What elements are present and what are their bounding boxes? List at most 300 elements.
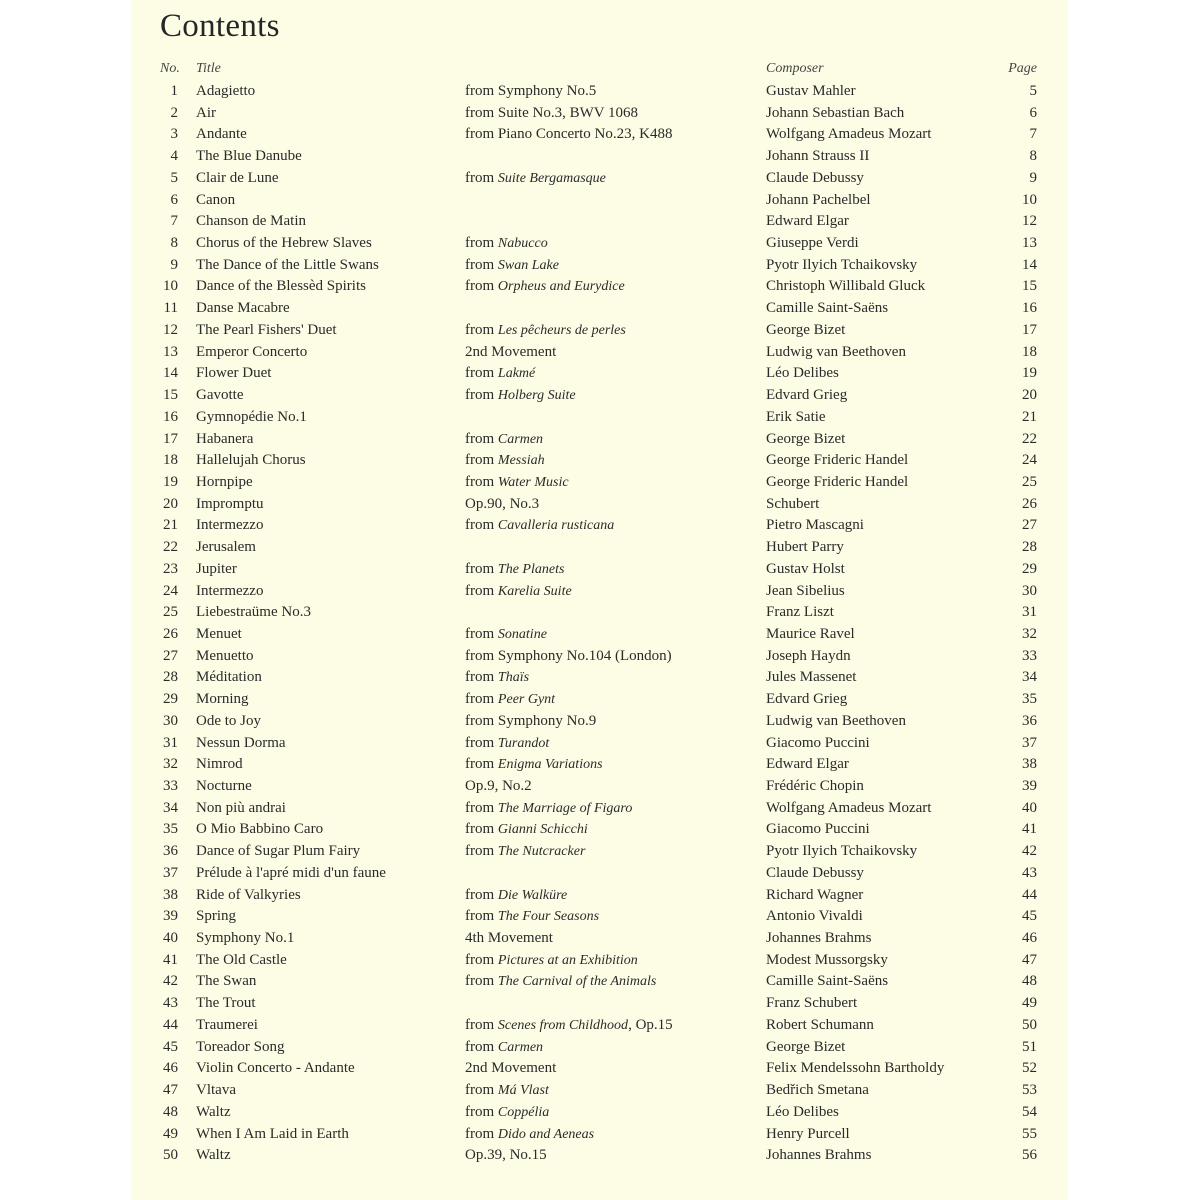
entry-source	[465, 385, 576, 407]
entry-source-prefix: from	[465, 387, 498, 404]
entry-number: 2	[170, 104, 178, 121]
entry-number: 26	[163, 625, 178, 642]
entry-title: Menuet	[196, 625, 242, 642]
entry-source	[465, 971, 656, 993]
entry-title: Hallelujah Chorus	[196, 452, 306, 469]
list-item	[131, 950, 1068, 972]
entry-source	[465, 1058, 556, 1080]
list-item	[131, 515, 1068, 537]
entry-page: 48	[1022, 973, 1037, 990]
entry-source	[465, 168, 606, 190]
entry-source-prefix: from	[465, 908, 498, 925]
entry-title: Violin Concerto - Andante	[196, 1060, 355, 1077]
entry-source-prefix: from	[465, 582, 498, 599]
entry-source-work: Peer Gynt	[497, 692, 556, 708]
entry-source	[465, 667, 529, 689]
entry-page: 41	[1022, 821, 1037, 838]
list-item	[131, 733, 1068, 755]
entry-title: Non più andrai	[196, 799, 286, 816]
entry-title: Nimrod	[196, 756, 243, 773]
entry-composer: Hubert Parry	[766, 539, 844, 556]
entry-number: 34	[163, 799, 178, 816]
entry-source	[465, 494, 539, 516]
entry-source-work: The Marriage of Figaro	[497, 800, 633, 816]
entry-title: Clair de Lune	[196, 169, 279, 186]
entry-composer: Pyotr Ilyich Tchaikovsky	[766, 256, 918, 273]
entry-composer: Johann Sebastian Bach	[766, 104, 905, 121]
entry-source	[465, 1015, 673, 1037]
entry-composer: George Bizet	[766, 321, 846, 338]
entry-page: 31	[1022, 604, 1037, 621]
list-item	[131, 646, 1068, 668]
entry-source	[465, 1037, 543, 1059]
entry-number: 44	[163, 1016, 178, 1033]
entry-title: Emperor Concerto	[196, 343, 308, 360]
entry-number: 50	[163, 1147, 178, 1164]
entry-source	[465, 450, 545, 472]
entry-page: 50	[1022, 1016, 1037, 1033]
entry-title: Symphony No.1	[196, 930, 295, 947]
entry-number: 43	[163, 995, 178, 1012]
entry-source-prefix: from	[465, 169, 498, 186]
entry-source-prefix: from	[465, 756, 498, 773]
entry-source	[465, 124, 672, 146]
entry-title: O Mio Babbino Caro	[196, 821, 324, 838]
entry-page: 42	[1022, 843, 1037, 860]
entry-source-work: Má Vlast	[497, 1083, 549, 1099]
entry-source-work: Thaïs	[497, 670, 530, 686]
entry-title: Hornpipe	[196, 473, 253, 490]
entry-title: The Dance of the Little Swans	[196, 256, 379, 273]
entry-source	[465, 754, 603, 776]
entry-number: 22	[163, 539, 178, 556]
entry-page: 55	[1022, 1125, 1037, 1142]
entry-composer: Modest Mussorgsky	[766, 951, 888, 968]
entry-composer: Robert Schumann	[766, 1016, 874, 1033]
entry-source	[465, 1080, 549, 1102]
entry-source-prefix: from	[465, 886, 498, 903]
entry-number: 23	[163, 560, 178, 577]
list-item	[131, 776, 1068, 798]
entry-number: 24	[163, 582, 178, 599]
entry-composer: Léo Delibes	[766, 365, 839, 382]
entry-number: 42	[163, 973, 178, 990]
entry-source-work: Les pêcheurs de perles	[497, 322, 626, 338]
entry-number: 9	[170, 256, 178, 273]
entry-title: Ode to Joy	[196, 712, 261, 729]
entry-page: 10	[1022, 191, 1037, 208]
entry-number: 1	[170, 83, 178, 99]
entry-source-work: Swan Lake	[497, 257, 559, 273]
entry-source-work: Lakmé	[497, 366, 536, 382]
entry-source-prefix: from	[465, 256, 498, 273]
entry-composer: Antonio Vivaldi	[766, 908, 863, 925]
entry-page: 35	[1022, 691, 1037, 708]
list-item	[131, 1058, 1068, 1080]
entry-source	[465, 103, 638, 125]
entry-number: 25	[163, 604, 178, 621]
entry-title: Impromptu	[196, 495, 264, 512]
entry-number: 18	[163, 452, 178, 469]
entry-source	[465, 581, 572, 603]
list-item	[131, 971, 1068, 993]
entry-source	[465, 276, 625, 298]
entry-title: Jupiter	[196, 560, 237, 577]
entry-source-work: Carmen	[497, 1039, 544, 1055]
list-item	[131, 581, 1068, 603]
entry-source	[465, 472, 569, 494]
entry-source	[465, 646, 672, 668]
entry-title: Jerusalem	[196, 539, 256, 556]
entry-source-prefix: from	[465, 365, 498, 382]
list-item	[131, 1015, 1068, 1037]
entry-source-prefix: from	[465, 235, 498, 252]
entry-source-prefix: from	[465, 951, 498, 968]
entry-title: Traumerei	[196, 1016, 258, 1033]
contents-page	[131, 0, 1068, 1200]
entry-number: 30	[163, 712, 178, 729]
entry-composer: Johann Strauss II	[766, 148, 870, 165]
entry-title: Prélude à l'apré midi d'un faune	[196, 864, 386, 881]
entry-source-prefix: from	[465, 821, 498, 838]
entry-title: Dance of the Blessèd Spirits	[196, 278, 366, 295]
entry-source	[465, 1102, 549, 1124]
entry-number: 13	[163, 343, 178, 360]
entry-source-work: Cavalleria rusticana	[497, 518, 615, 534]
entry-source	[465, 906, 599, 928]
entry-source-prefix: from	[465, 517, 498, 534]
entry-source-prefix: from	[465, 973, 498, 990]
entry-source	[465, 1124, 594, 1146]
entry-number: 46	[163, 1060, 178, 1077]
entry-source-work: Messiah	[497, 453, 545, 469]
list-item	[131, 211, 1068, 233]
entry-source-prefix: from	[465, 843, 498, 860]
entry-source-work: Coppélia	[497, 1104, 550, 1120]
entry-page: 8	[1029, 148, 1037, 165]
entry-number: 11	[163, 300, 178, 317]
entry-source	[465, 950, 638, 972]
list-item	[131, 689, 1068, 711]
entry-source	[465, 255, 559, 277]
list-item	[131, 124, 1068, 146]
entry-source	[465, 819, 588, 841]
entry-title: Méditation	[196, 669, 262, 686]
entry-composer: Edvard Grieg	[766, 691, 848, 708]
entry-page: 32	[1022, 625, 1037, 642]
entry-source	[465, 342, 556, 364]
entry-source-work: Turandot	[497, 735, 550, 751]
entry-title: Morning	[196, 691, 249, 708]
entry-page: 25	[1022, 473, 1037, 490]
entry-page: 14	[1022, 256, 1037, 273]
entry-source-work: The Nutcracker	[497, 844, 586, 860]
entry-number: 27	[163, 647, 178, 664]
entry-number: 40	[163, 930, 178, 947]
entry-title: Andante	[196, 126, 247, 143]
entry-number: 37	[163, 864, 178, 881]
entry-source-prefix: Op.9, No.2	[465, 778, 532, 794]
list-item	[131, 342, 1068, 364]
entry-source-prefix: 4th Movement	[465, 930, 553, 947]
entry-page: 54	[1022, 1103, 1037, 1120]
entry-composer: Gustav Mahler	[766, 83, 856, 99]
entry-page: 6	[1029, 104, 1037, 121]
entry-source-work: The Four Seasons	[497, 909, 600, 925]
entry-page: 46	[1022, 930, 1037, 947]
entry-page: 45	[1022, 908, 1037, 925]
entry-source	[465, 624, 547, 646]
entry-composer: Edvard Grieg	[766, 387, 848, 404]
entry-title: Spring	[196, 908, 237, 925]
entry-title: The Pearl Fishers' Duet	[196, 321, 337, 338]
entry-source-prefix: from	[465, 430, 498, 447]
entry-source-prefix: from Symphony No.5	[465, 83, 597, 99]
list-item	[131, 1037, 1068, 1059]
list-item	[131, 450, 1068, 472]
entry-source-prefix: from	[465, 560, 498, 577]
list-item	[131, 667, 1068, 689]
entry-composer: George Bizet	[766, 1038, 846, 1055]
entry-source-prefix: from	[465, 669, 498, 686]
entry-title: The Blue Danube	[196, 148, 302, 165]
entry-page: 37	[1022, 734, 1037, 751]
entry-title: Chorus of the Hebrew Slaves	[196, 235, 372, 252]
entry-composer: Camille Saint-Saëns	[766, 973, 889, 990]
page-title: Contents	[160, 8, 280, 44]
entry-number: 19	[163, 473, 178, 490]
entry-source-work: Die Walküre	[497, 887, 568, 903]
entry-title: Habanera	[196, 430, 254, 447]
entry-title: Waltz	[196, 1147, 231, 1164]
entry-page: 44	[1022, 886, 1037, 903]
entry-number: 31	[163, 734, 178, 751]
entry-source-prefix: from	[465, 1103, 498, 1120]
entry-composer: Erik Satie	[766, 408, 826, 425]
entry-source	[465, 841, 585, 863]
entry-source	[465, 559, 564, 581]
list-item	[131, 1124, 1068, 1146]
list-item	[131, 494, 1068, 516]
entry-source-work: Pictures at an Exhibition	[497, 952, 638, 968]
entry-composer: Claude Debussy	[766, 169, 864, 186]
entry-number: 20	[163, 495, 178, 512]
entry-page: 40	[1022, 799, 1037, 816]
entry-composer: Bedřich Smetana	[766, 1082, 869, 1099]
entry-source	[465, 711, 596, 733]
list-item	[131, 385, 1068, 407]
entry-page: 19	[1022, 365, 1037, 382]
entry-source-prefix: from Symphony No.104 (London)	[465, 647, 672, 664]
entry-page: 52	[1022, 1060, 1037, 1077]
entry-page: 39	[1022, 778, 1037, 794]
entry-composer: Joseph Haydn	[766, 647, 851, 664]
entry-number: 4	[170, 148, 178, 165]
entry-composer: Henry Purcell	[766, 1125, 850, 1142]
entry-number: 3	[170, 126, 178, 143]
header-composer: Composer	[766, 61, 824, 76]
entry-source-prefix: Op.39, No.15	[465, 1147, 547, 1164]
entry-source	[465, 798, 632, 820]
entry-composer: Pietro Mascagni	[766, 517, 864, 534]
entry-number: 41	[163, 951, 178, 968]
entry-title: The Trout	[196, 995, 256, 1012]
list-item	[131, 1145, 1068, 1167]
entry-title: Menuetto	[196, 647, 254, 664]
entry-composer: Edward Elgar	[766, 756, 849, 773]
entry-page: 20	[1022, 387, 1037, 404]
entry-composer: George Bizet	[766, 430, 846, 447]
entry-title: Waltz	[196, 1103, 231, 1120]
list-item	[131, 363, 1068, 385]
entry-source-prefix: from	[465, 799, 498, 816]
entry-page: 51	[1022, 1038, 1037, 1055]
entry-composer: George Frideric Handel	[766, 473, 909, 490]
entry-number: 17	[163, 430, 178, 447]
entry-source-work: The Planets	[497, 561, 565, 577]
list-item	[131, 168, 1068, 190]
entry-title: Ride of Valkyries	[196, 886, 301, 903]
entry-title: Gymnopédie No.1	[196, 408, 307, 425]
entry-source-prefix: from	[465, 1082, 498, 1099]
list-item	[131, 407, 1068, 429]
entry-source-prefix: from	[465, 1125, 498, 1142]
entry-source	[465, 81, 596, 103]
entry-composer: Frédéric Chopin	[766, 778, 864, 794]
list-item	[131, 537, 1068, 559]
list-item	[131, 103, 1068, 125]
entry-composer: Ludwig van Beethoven	[766, 343, 906, 360]
entry-page: 56	[1022, 1147, 1037, 1164]
entry-title: Intermezzo	[196, 517, 264, 534]
list-item	[131, 798, 1068, 820]
entry-source	[465, 233, 548, 255]
list-item	[131, 624, 1068, 646]
list-item	[131, 602, 1068, 624]
entry-composer: Pyotr Ilyich Tchaikovsky	[766, 843, 918, 860]
list-item	[131, 841, 1068, 863]
entry-title: Flower Duet	[196, 365, 272, 382]
entry-number: 5	[170, 169, 178, 186]
list-item	[131, 863, 1068, 885]
entry-page: 13	[1022, 235, 1037, 252]
list-item	[131, 906, 1068, 928]
entry-title: Nocturne	[196, 778, 252, 794]
entry-composer: Richard Wagner	[766, 886, 864, 903]
entry-source	[465, 928, 553, 950]
entry-source	[465, 320, 626, 342]
entry-page: 22	[1022, 430, 1037, 447]
entry-page: 49	[1022, 995, 1037, 1012]
entry-number: 21	[163, 517, 178, 534]
header-title: Title	[196, 61, 221, 76]
entry-source-work: Sonatine	[497, 626, 547, 642]
entry-composer: George Frideric Handel	[766, 452, 909, 469]
list-item	[131, 81, 1068, 103]
entry-source-suffix: , Op.15	[628, 1016, 673, 1033]
entry-number: 15	[163, 387, 178, 404]
entry-page: 12	[1022, 213, 1037, 230]
list-item	[131, 255, 1068, 277]
entry-number: 49	[163, 1125, 178, 1142]
entry-source-work: Scenes from Childhood	[497, 1017, 629, 1033]
entry-source-work: Nabucco	[497, 236, 548, 252]
entry-title: Intermezzo	[196, 582, 264, 599]
entry-composer: Claude Debussy	[766, 864, 864, 881]
entry-title: Air	[196, 104, 216, 121]
entry-page: 29	[1022, 560, 1037, 577]
entry-source-prefix: Op.90, No.3	[465, 495, 540, 512]
entry-page: 7	[1029, 126, 1037, 143]
entry-number: 32	[163, 756, 178, 773]
entry-page: 36	[1022, 712, 1037, 729]
entry-source-work: Enigma Variations	[497, 757, 603, 773]
entry-composer: Gustav Holst	[766, 560, 845, 577]
entry-page: 27	[1022, 517, 1037, 534]
entry-source-work: Carmen	[497, 431, 544, 447]
list-item	[131, 928, 1068, 950]
entry-page: 47	[1022, 951, 1037, 968]
entry-title: Liebestraüme No.3	[196, 604, 311, 621]
list-item	[131, 559, 1068, 581]
entry-number: 48	[163, 1103, 178, 1120]
entry-page: 9	[1029, 169, 1037, 186]
entry-composer: Schubert	[766, 495, 820, 512]
entry-number: 7	[170, 213, 178, 230]
entry-source	[465, 885, 567, 907]
entry-composer: Christoph Willibald Gluck	[766, 278, 926, 295]
entry-title: Toreador Song	[196, 1038, 285, 1055]
entry-source-prefix: from Symphony No.9	[465, 712, 597, 729]
list-item	[131, 1102, 1068, 1124]
entry-source-work: Gianni Schicchi	[497, 822, 588, 838]
entry-composer: Léo Delibes	[766, 1103, 839, 1120]
entry-composer: Edward Elgar	[766, 213, 849, 230]
entry-composer: Johannes Brahms	[766, 1147, 872, 1164]
entry-composer: Wolfgang Amadeus Mozart	[766, 126, 932, 143]
entry-source	[465, 733, 549, 755]
entry-number: 47	[163, 1082, 178, 1099]
entry-title: When I Am Laid in Earth	[196, 1125, 349, 1142]
entry-source-prefix: from Suite No.3, BWV 1068	[465, 104, 639, 121]
entry-number: 45	[163, 1038, 178, 1055]
entry-composer: Johann Pachelbel	[766, 191, 871, 208]
entry-page: 33	[1022, 647, 1037, 664]
entry-source-prefix: from	[465, 1038, 498, 1055]
entry-composer: Maurice Ravel	[766, 625, 855, 642]
entry-number: 16	[163, 408, 178, 425]
entry-composer: Franz Schubert	[766, 995, 858, 1012]
entry-title: Dance of Sugar Plum Fairy	[196, 843, 361, 860]
entry-page: 17	[1022, 321, 1037, 338]
list-item	[131, 1080, 1068, 1102]
list-item	[131, 472, 1068, 494]
entry-composer: Giacomo Puccini	[766, 734, 870, 751]
list-item	[131, 993, 1068, 1015]
entry-page: 16	[1022, 300, 1037, 317]
header-no: No.	[160, 61, 180, 76]
entry-source-prefix: from	[465, 321, 498, 338]
entry-source-work: Water Music	[497, 474, 569, 490]
entry-title: Danse Macabre	[196, 300, 290, 317]
entry-number: 12	[163, 321, 178, 338]
entry-source-prefix: from	[465, 278, 498, 295]
entry-title: The Old Castle	[196, 951, 287, 968]
entry-page: 21	[1022, 408, 1037, 425]
entry-number: 36	[163, 843, 178, 860]
entry-composer: Wolfgang Amadeus Mozart	[766, 799, 932, 816]
header-page: Page	[1008, 61, 1037, 76]
